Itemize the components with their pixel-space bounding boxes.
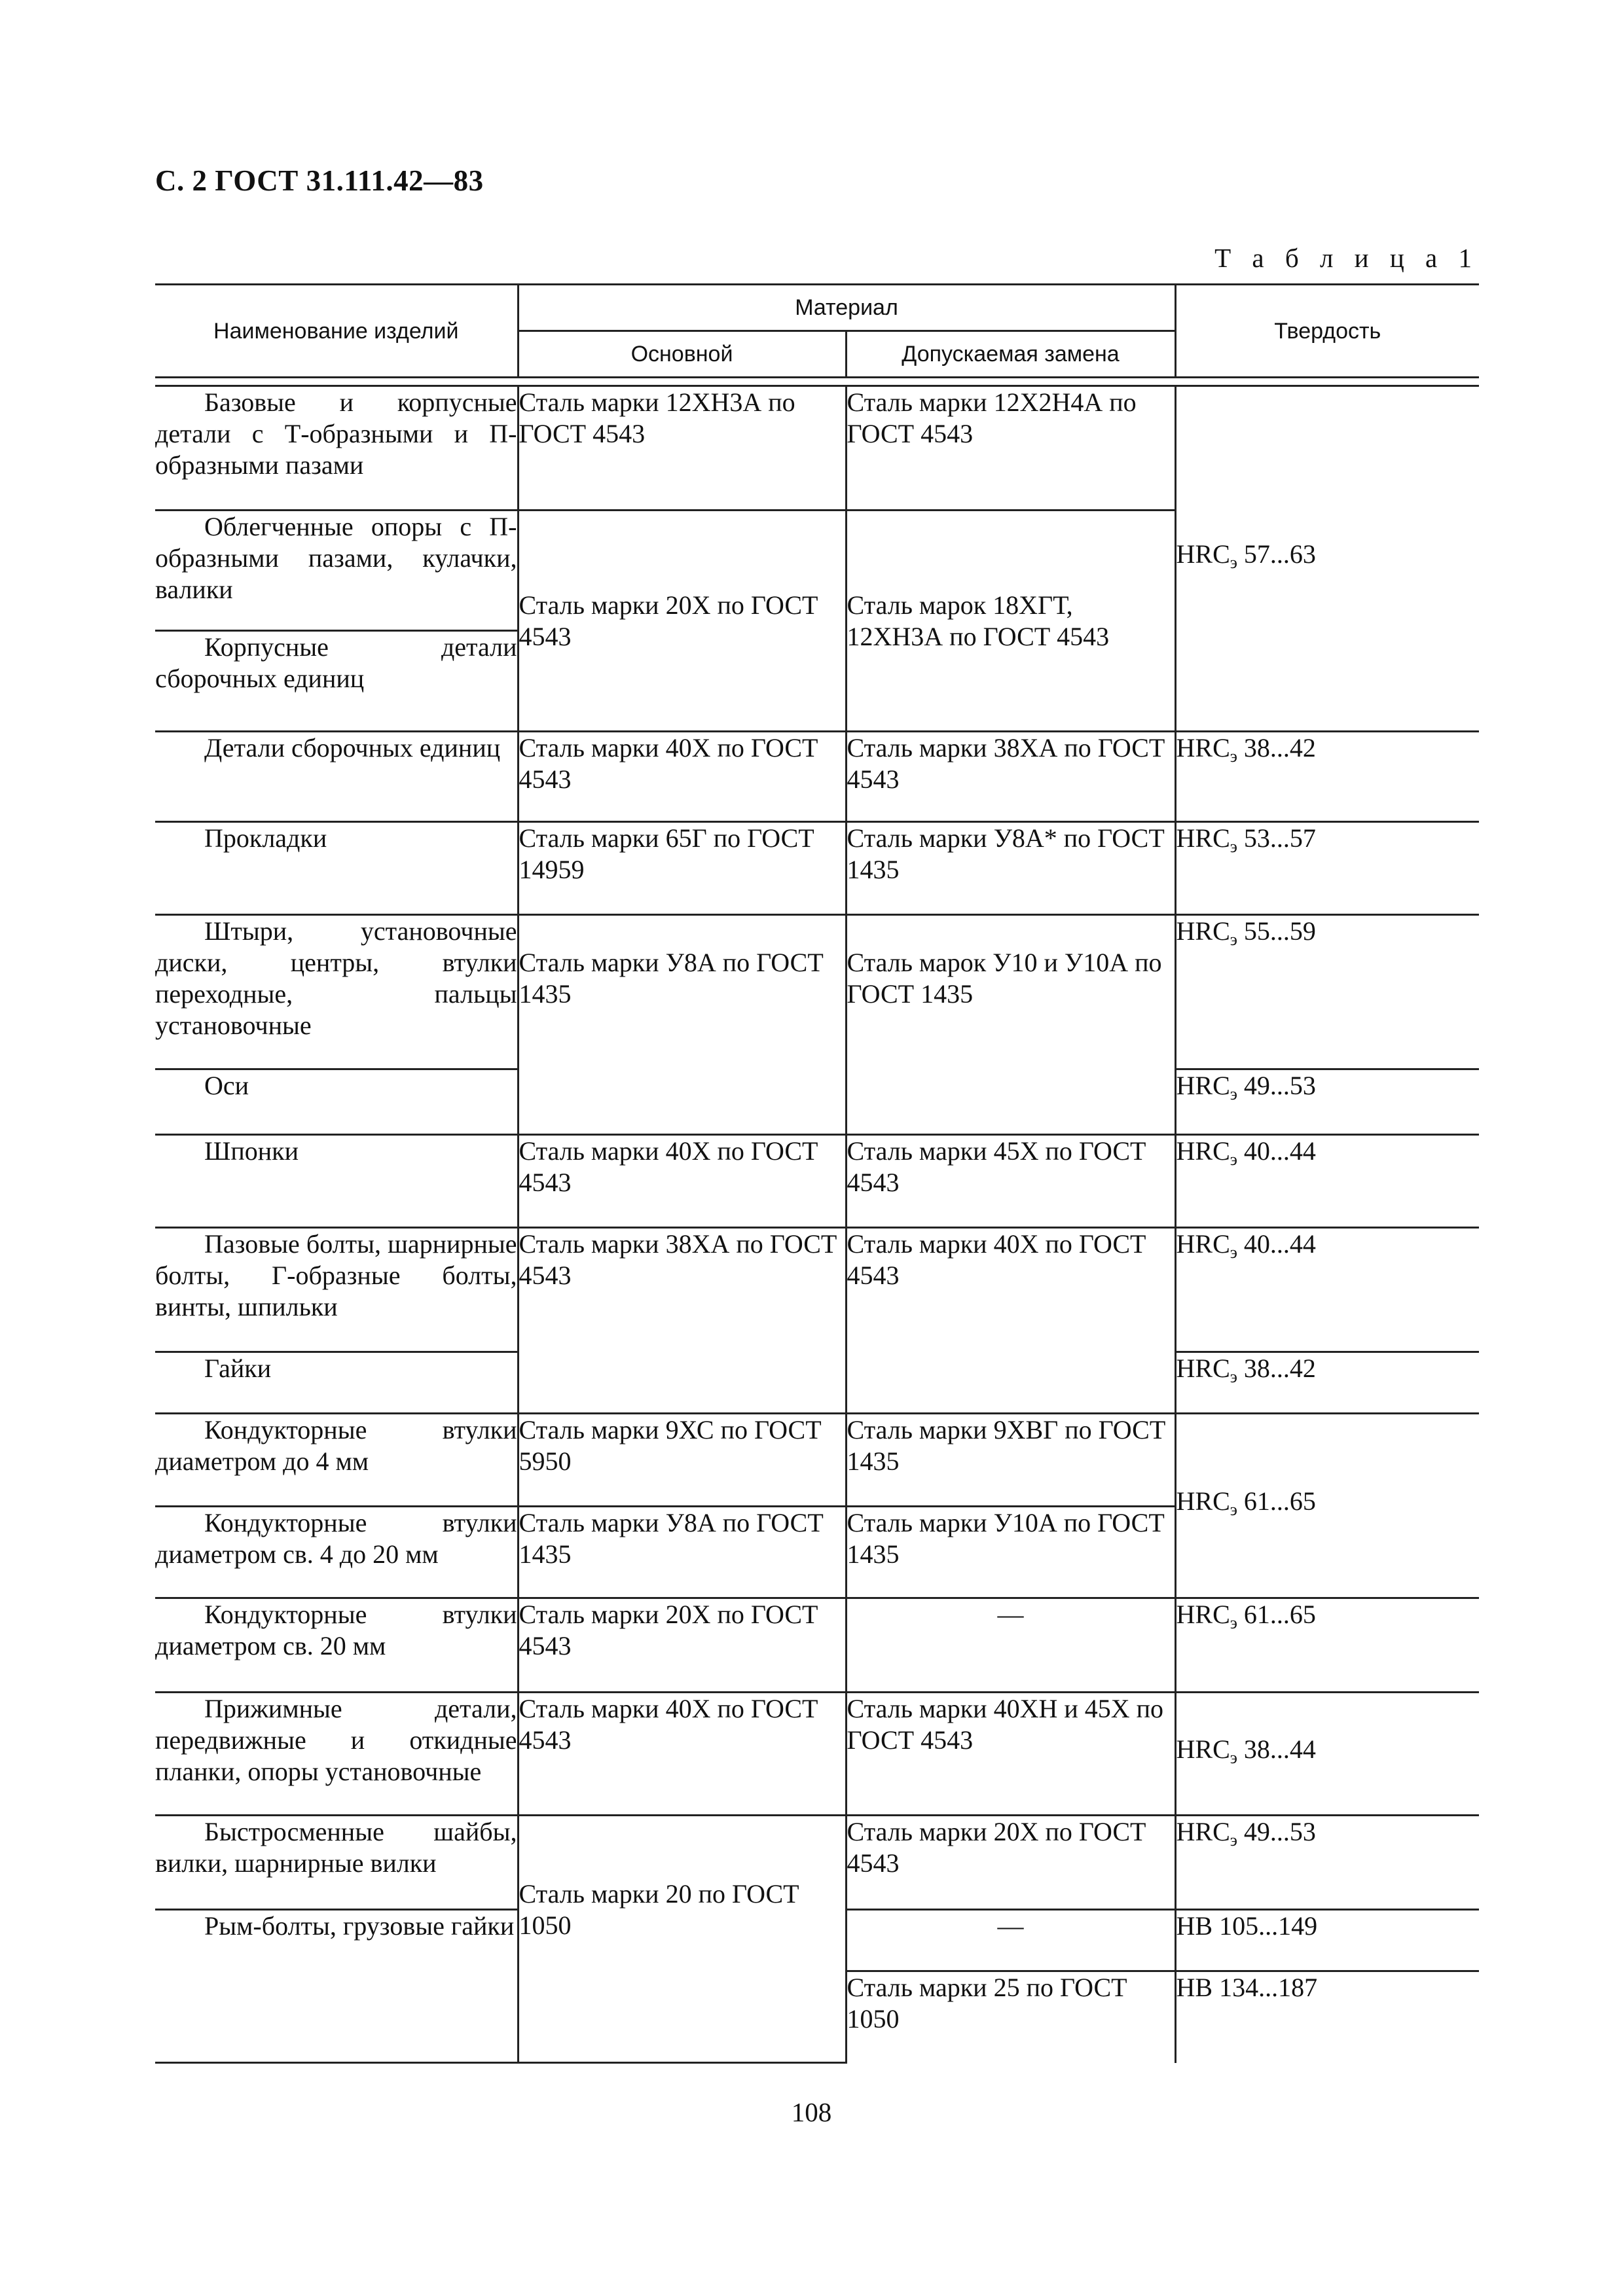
product-name: Кондукторные втулки диаметром до 4 мм <box>155 1414 518 1507</box>
product-name: Пазовые болты, шарнирные болты, Г-образные болты, винты, шпильки <box>155 1228 518 1352</box>
alt-material: Сталь марки 25 по ГОСТ 1050 <box>846 1971 1175 2063</box>
table-row <box>155 1816 1479 1910</box>
hardness-value: $HRC_э$ 55...59 <box>1175 915 1479 1069</box>
product-name: Штыри, установочные диски, центры, втулки переходные, пальцы установочные <box>155 915 518 1069</box>
main-material: Сталь марки 38ХА по ГОСТ 4543 <box>518 1228 846 1414</box>
hardness-value: $HRC_э$ 53...57 <box>1175 822 1479 915</box>
alt-material: Сталь марки 38ХА по ГОСТ 4543 <box>846 732 1175 822</box>
product-name: Гайки <box>155 1352 518 1414</box>
col-main-header: Основной <box>518 331 846 378</box>
hardness-value: $HRC_э$ 38...42 <box>1175 732 1479 822</box>
alt-material: Сталь марки 20Х по ГОСТ 4543 <box>846 1816 1175 1910</box>
hardness-value: $HRC_э$ 38...42 <box>1175 1352 1479 1414</box>
hardness-value: $HRC_э$ 49...53 <box>1175 1816 1479 1910</box>
main-material: Сталь марки 65Г по ГОСТ 14959 <box>518 822 846 915</box>
alt-material: Сталь марки 9ХВГ по ГОСТ 1435 <box>846 1414 1175 1507</box>
alt-material: Сталь марки 40Х по ГОСТ 4543 <box>846 1228 1175 1414</box>
hardness-value: $HRC_э$ 40...44 <box>1175 1228 1479 1352</box>
product-name: Быстросменные шайбы, вилки, шарнирные вилки <box>155 1816 518 1910</box>
main-material: Сталь марки 9ХС по ГОСТ 5950 <box>518 1414 846 1507</box>
hardness-value: $HRC_э$ 49...53 <box>1175 1069 1479 1135</box>
product-name: Прокладки <box>155 822 518 915</box>
alt-material: Сталь марки У8А* по ГОСТ 1435 <box>846 822 1175 915</box>
main-material: Сталь марки У8А по ГОСТ 1435 <box>518 915 846 1135</box>
product-name: Оси <box>155 1069 518 1135</box>
table-row <box>155 822 1479 915</box>
page-header: С. 2 ГОСТ 31.111.42—83 <box>155 164 484 197</box>
alt-material: — <box>846 1910 1175 1971</box>
col-material-header: Материал <box>518 285 1175 331</box>
table-row <box>155 1414 1479 1507</box>
product-name: Корпусные детали сборочных единиц <box>155 631 518 732</box>
col-alt-header: Допускаемая замена <box>846 331 1175 378</box>
product-name: Базовые и корпусные детали с Т-образными и П-образными пазами <box>155 386 518 511</box>
hardness-value: $HRC_э$ 61...65 <box>1175 1598 1479 1693</box>
alt-material: — <box>846 1598 1175 1693</box>
product-name: Шпонки <box>155 1135 518 1228</box>
alt-material: Сталь марок У10 и У10А по ГОСТ 1435 <box>846 915 1175 1135</box>
alt-material: Сталь марки 40ХН и 45Х по ГОСТ 4543 <box>846 1693 1175 1816</box>
table-row <box>155 1598 1479 1693</box>
table-row <box>155 1693 1479 1816</box>
alt-material: Сталь марки 45Х по ГОСТ 4543 <box>846 1135 1175 1228</box>
product-name: Детали сборочных единиц <box>155 732 518 822</box>
main-material: Сталь марки 40Х по ГОСТ 4543 <box>518 1135 846 1228</box>
alt-material: Сталь марки У10А по ГОСТ 1435 <box>846 1507 1175 1598</box>
materials-table <box>155 283 1479 2064</box>
page-number: 108 <box>791 2097 832 2127</box>
product-name: Кондукторные втулки диаметром св. 4 до 20 мм <box>155 1507 518 1598</box>
hardness-value: $HRC_э$ 40...44 <box>1175 1135 1479 1228</box>
main-material: Сталь марки 20Х по ГОСТ 4543 <box>518 1598 846 1693</box>
product-name: Кондукторные втулки диаметром св. 20 мм <box>155 1598 518 1693</box>
col-hardness-header: Твердость <box>1175 285 1479 378</box>
hardness-value: $HRC_э$ 38...44 <box>1175 1693 1479 1816</box>
alt-material: Сталь марок 18ХГТ, 12ХН3А по ГОСТ 4543 <box>846 511 1175 732</box>
hardness-value: НВ 134...187 <box>1175 1971 1479 2063</box>
alt-material: Сталь марки 12Х2Н4А по ГОСТ 4543 <box>846 386 1175 511</box>
hardness-value: $HRC_э$ 61...65 <box>1175 1414 1479 1598</box>
hardness-value: $HRC_э$ 57...63 <box>1175 386 1479 732</box>
header-separator <box>155 378 1479 386</box>
table-header-row <box>155 285 1479 331</box>
main-material: Сталь марки 40Х по ГОСТ 4543 <box>518 732 846 822</box>
main-material: Сталь марки 40Х по ГОСТ 4543 <box>518 1693 846 1816</box>
table-row <box>155 732 1479 822</box>
main-material: Сталь марки 20Х по ГОСТ 4543 <box>518 511 846 732</box>
table-row <box>155 386 1479 511</box>
product-name: Прижимные детали, передвижные и откидные планки, опоры установочные <box>155 1693 518 1816</box>
table-row <box>155 1228 1479 1352</box>
table-row <box>155 915 1479 1069</box>
main-material: Сталь марки У8А по ГОСТ 1435 <box>518 1507 846 1598</box>
product-name: Облегченные опоры с П-образными пазами, кулачки, валики <box>155 511 518 631</box>
col-product-header: Наименование изделий <box>155 285 518 378</box>
hardness-value: НВ 105...149 <box>1175 1910 1479 1971</box>
table-row <box>155 1135 1479 1228</box>
main-material: Сталь марки 12ХН3А по ГОСТ 4543 <box>518 386 846 511</box>
product-name: Рым-болты, грузовые гайки <box>155 1910 518 2063</box>
main-material: Сталь марки 20 по ГОСТ 1050 <box>518 1816 846 2063</box>
table-caption: Т а б л и ц а 1 <box>1214 243 1479 273</box>
